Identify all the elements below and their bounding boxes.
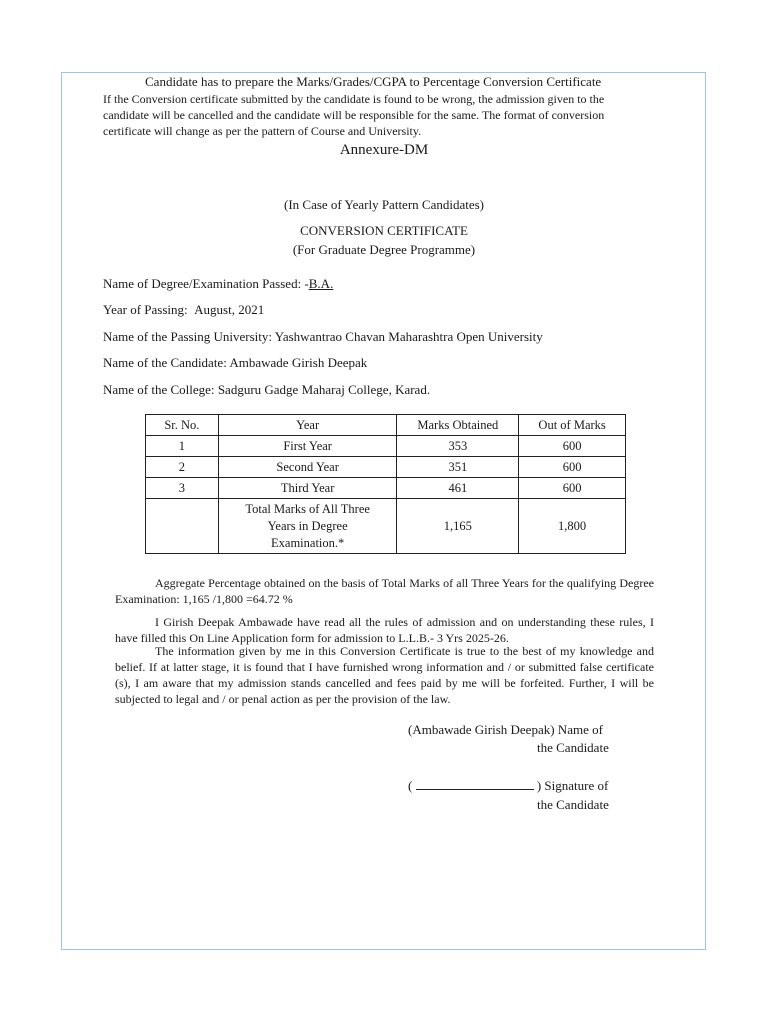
college-label: Name of the College: [103, 382, 215, 397]
total-label-line-3: Examination.* [271, 535, 345, 550]
declaration-paragraph-1: I Girish Deepak Ambawade have read all the rules of admission and on understanding these rules, I have filled this On Line Application form for admission to L.L.B.- 3 Yrs 2025-26. [115, 615, 654, 645]
year-value: August, 2021 [194, 302, 265, 317]
cell-total-obtained: 1,165 [397, 499, 519, 554]
header-out-of-marks: Out of Marks [519, 415, 626, 436]
candidate-name-line-2: the Candidate [537, 740, 609, 755]
cell-out-of-marks: 600 [519, 436, 626, 457]
cell-total-out-of: 1,800 [519, 499, 626, 554]
college-field [103, 382, 430, 398]
university-label: Name of the Passing University: [103, 329, 272, 344]
cell-sr-no: 3 [146, 478, 219, 499]
note-line-1: Candidate has to prepare the Marks/Grades/CGPA to Percentage Conversion Certificate [145, 74, 602, 89]
table-header-row [146, 415, 626, 436]
cell-year: Second Year [218, 457, 397, 478]
cell-total-sr-empty [146, 499, 219, 554]
header-marks-obtained: Marks Obtained [397, 415, 519, 436]
degree-value: B.A. [308, 276, 334, 291]
candidate-value: Ambawade Girish Deepak [229, 355, 368, 370]
cell-total-label [218, 499, 397, 554]
year-field [103, 302, 264, 318]
year-label: Year of Passing: [103, 302, 188, 317]
cell-marks-obtained: 461 [397, 478, 519, 499]
signature-open-paren: ( [408, 778, 413, 793]
college-value: Sadguru Gadge Maharaj College, Karad. [217, 382, 431, 397]
cell-out-of-marks: 600 [519, 478, 626, 499]
cell-year: Third Year [218, 478, 397, 499]
cell-sr-no: 1 [146, 436, 219, 457]
table-row [146, 436, 626, 457]
header-year: Year [218, 415, 397, 436]
signature-line-2: the Candidate [537, 797, 609, 812]
certificate-title: CONVERSION CERTIFICATE [300, 223, 468, 238]
signature-line [408, 778, 608, 794]
cell-marks-obtained: 353 [397, 436, 519, 457]
candidate-field [103, 355, 367, 371]
annexure-title: Annexure-DM [339, 142, 429, 158]
candidate-label: Name of the Candidate: [103, 355, 227, 370]
total-label-line-1: Total Marks of All Three [245, 501, 370, 516]
total-label-line-2: Years in Degree [267, 518, 348, 533]
certificate-subtitle: (For Graduate Degree Programme) [292, 242, 476, 257]
aggregate-paragraph: Aggregate Percentage obtained on the basis of Total Marks of all Three Years for the qualifying Degree Examination: 1,165 /1,800 =64.72 % [115, 576, 654, 606]
declaration-paragraph-2: The information given by me in this Conversion Certificate is true to the best of my knowledge and belief. If at latter stage, it is found that I have furnished wrong information and / or submitted false certificate (s), I am aware that my admission stands cancelled and fees paid by me will be forfeited. Further, I will be subjected to legal and / or penal action as per the provision of the law. [115, 644, 654, 706]
signature-label: ) Signature of [536, 778, 609, 793]
table-row [146, 478, 626, 499]
header-sr-no: Sr. No. [146, 415, 219, 436]
cell-year: First Year [218, 436, 397, 457]
note-line-2: If the Conversion certificate submitted by the candidate is found to be wrong, the admission given to the [103, 92, 605, 106]
university-value: Yashwantrao Chavan Maharashtra Open University [274, 329, 543, 344]
marks-table [145, 414, 626, 554]
university-field [103, 329, 543, 345]
note-line-4: certificate will change as per the pattern of Course and University. [103, 124, 422, 138]
table-row [146, 457, 626, 478]
degree-field [103, 276, 333, 292]
table-total-row [146, 499, 626, 554]
signature-blank [416, 778, 534, 790]
degree-label: Name of Degree/Examination Passed: - [103, 276, 309, 291]
cell-marks-obtained: 351 [397, 457, 519, 478]
cell-sr-no: 2 [146, 457, 219, 478]
case-line: (In Case of Yearly Pattern Candidates) [283, 197, 484, 212]
note-line-3: candidate will be cancelled and the candidate will be responsible for the same. The format of conversion [103, 108, 605, 122]
cell-out-of-marks: 600 [519, 457, 626, 478]
candidate-name-line-1: (Ambawade Girish Deepak) Name of [408, 722, 603, 737]
